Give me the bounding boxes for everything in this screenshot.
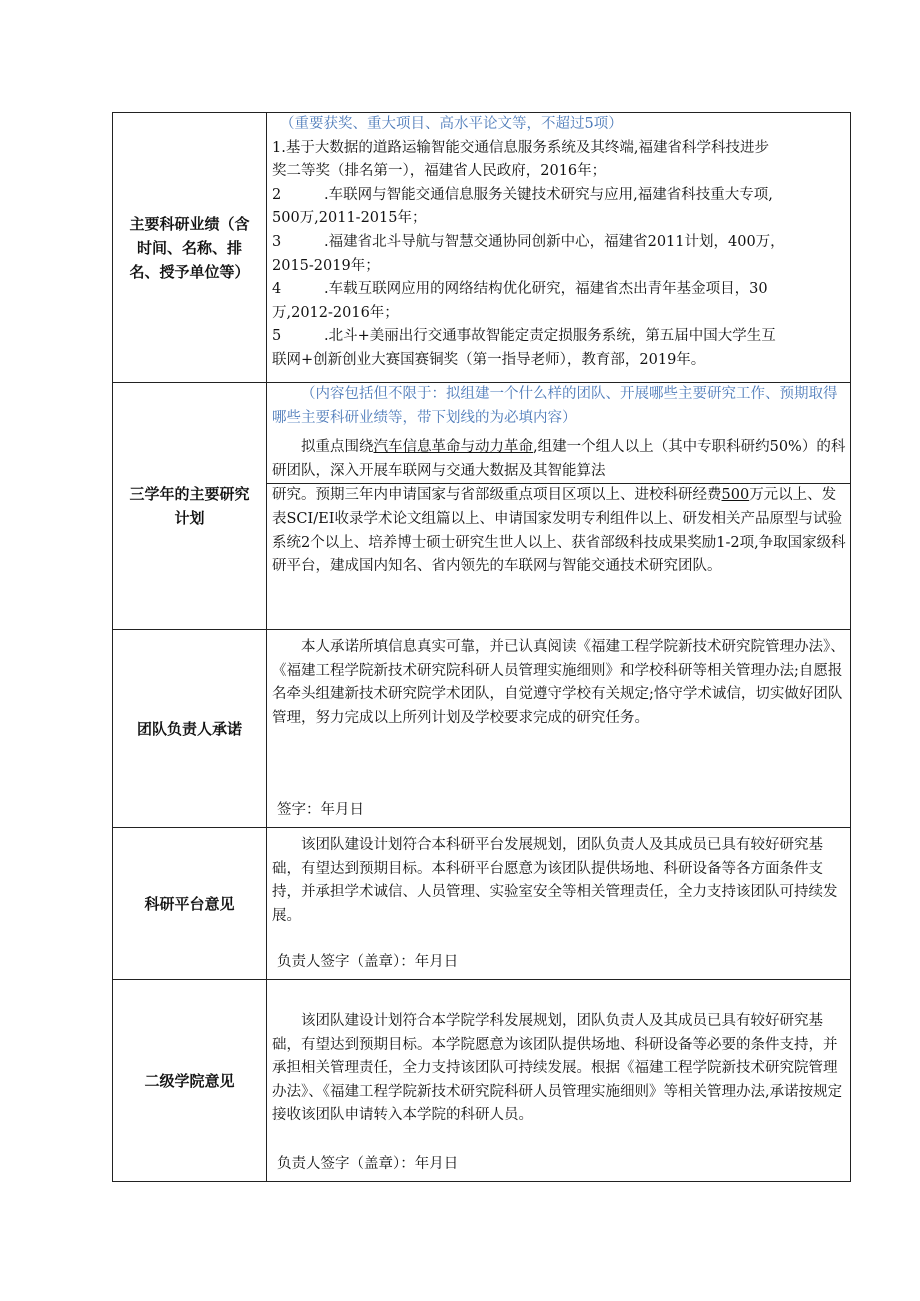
label-line: 计划 xyxy=(174,509,205,527)
signature-line: 签字：年月日 xyxy=(277,802,364,819)
commitment-content xyxy=(267,630,851,828)
row-achievements xyxy=(113,113,851,383)
achievements-hint: （重要获奖、重大项目、高水平论文等，不超过5项） xyxy=(280,116,623,132)
label-line: 名、授予单位等） xyxy=(129,262,250,281)
achievement-number: 5 xyxy=(272,328,282,345)
achievement-item-4 xyxy=(272,278,846,302)
achievement-line: 1.基于大数据的道路运输智能交通信息服务系统及其终端,福建省科学科技进步 xyxy=(272,139,769,156)
label-line: 三学年的主要研究 xyxy=(129,485,250,503)
signature-line: 负责人签字（盖章）：年月日 xyxy=(277,1156,459,1173)
application-form-table xyxy=(112,112,851,1182)
platform-content xyxy=(267,828,851,980)
plan-hint: （内容包括但不限于：拟组建一个什么样的团队、开展哪些主要研究工作、预期取得哪些主要科研业绩等，带下划线的为必填内容） xyxy=(272,386,838,426)
plan-underlined-text: 500 xyxy=(721,487,750,504)
plan-text: 拟重点围绕 xyxy=(301,439,374,456)
plan-text: ,组建一个组人以上（其中专职科研约50%）的科研团队，深入开展车联网与交通大数据及其智能算法 xyxy=(272,439,846,479)
achievement-line: 联网+创新创业大赛国赛铜奖（第一指导老师），教育部，2019年。 xyxy=(272,351,706,368)
plan-upper xyxy=(267,383,850,484)
plan-text: 研究。预期三年内申请国家与省部级重点项目区项以上、进校科研经费 xyxy=(272,487,722,504)
college-content xyxy=(267,980,851,1182)
commitment-text: 本人承诺所填信息真实可靠，并已认真阅读《福建工程学院新技术研究院管理办法》、《福建工程学院新技术研究院科研人员管理实施细则》和学校科研等相关管理办法;自愿报名牵头组建新技术研究院学术团队，自觉遵守学校有关规定;恪守学术诚信，切实做好团队管理，努力完成以上所列计划及学校要求完成的研究任务。 xyxy=(272,639,845,726)
signature-line: 负责人签字（盖章）：年月日 xyxy=(277,954,459,971)
label-commitment: 团队负责人承诺 xyxy=(113,630,267,828)
achievement-line: .车载互联网应用的网络结构优化研究，福建省杰出青年基金项目，30 xyxy=(324,281,768,298)
plan-paragraph-2 xyxy=(267,484,850,578)
achievement-number: 2 xyxy=(272,186,282,203)
row-commitment xyxy=(113,630,851,828)
label-plan xyxy=(113,383,267,630)
achievement-line: 2015-2019年； xyxy=(272,257,380,274)
achievement-line: 500万,2011-2015年； xyxy=(272,210,427,227)
label-achievements xyxy=(113,113,267,383)
achievement-line: 奖二等奖（排名第一），福建省人民政府，2016年； xyxy=(272,163,607,180)
college-text: 该团队建设计划符合本学院学科发展规划，团队负责人及其成员已具有较好研究基础，有望达到预期目标。本学院愿意为该团队提供场地、科研设备等必要的条件支持，并承担相关管理责任，全力支持该团队可持续发展。根据《福建工程学院新技术研究院管理办法》、《福建工程学院新技术研究院科研人员管理实施细则》等相关管理办法,承诺按规定接收该团队申请转入本学院的科研人员。 xyxy=(272,1013,843,1124)
plan-underlined-text: 汽车信息革命与动力革命 xyxy=(373,439,533,456)
achievement-line: .北斗+美丽出行交通事故智能定责定损服务系统，第五届中国大学生互 xyxy=(324,328,776,345)
plan-content xyxy=(267,383,851,630)
achievement-item-5 xyxy=(272,325,846,349)
achievement-line: .车联网与智能交通信息服务关键技术研究与应用,福建省科技重大专项, xyxy=(324,186,773,203)
row-platform xyxy=(113,828,851,980)
label-line: 主要科研业绩（含 xyxy=(129,214,250,233)
achievement-number: 3 xyxy=(272,233,282,250)
achievement-line: 万,2012-2016年； xyxy=(272,304,399,321)
achievement-item-3 xyxy=(272,231,846,255)
label-college: 二级学院意见 xyxy=(113,980,267,1182)
plan-text: 万元以上、发表SCI/EI收录学术论文组篇以上、申请国家发明专利组件以上、研发相关产品原型与试验系统2个以上、培养博士硕士研究生世人以上、获省部级科技成果奖励1-2项,争取国家级科研平台，建成国内知名、省内领先的车联网与智能交通技术研究团队。 xyxy=(272,487,846,575)
label-line: 时间、名称、排 xyxy=(136,238,242,257)
row-college xyxy=(113,980,851,1182)
label-platform: 科研平台意见 xyxy=(113,828,267,980)
row-plan xyxy=(113,383,851,630)
achievements-content xyxy=(267,113,851,383)
achievement-number: 4 xyxy=(272,281,282,298)
plan-paragraph-1 xyxy=(272,430,846,483)
achievement-item-2 xyxy=(272,184,846,208)
platform-text: 该团队建设计划符合本科研平台发展规划，团队负责人及其成员已具有较好研究基础，有望达到预期目标。本科研平台愿意为该团队提供场地、科研设备等各方面条件支持，并承担学术诚信、人员管理、实验室安全等相关管理责任，全力支持该团队可持续发展。 xyxy=(272,837,838,924)
achievement-line: .福建省北斗导航与智慧交通协同创新中心，福建省2011计划，400万， xyxy=(324,233,785,250)
